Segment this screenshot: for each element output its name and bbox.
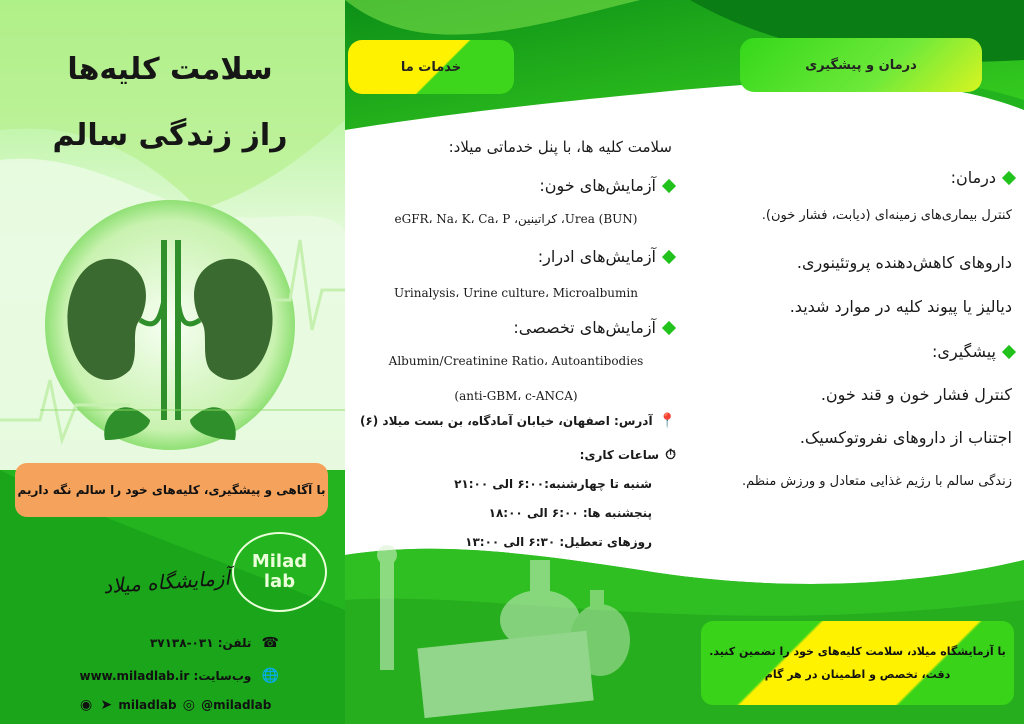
hours-title: ساعات کاری:	[579, 448, 660, 462]
diamond-bullet-icon	[662, 250, 676, 264]
prevention-item-1: کنترل فشار خون و قند خون.	[820, 385, 1012, 404]
urine-tests-title: آزمایش‌های ادرار:	[538, 247, 674, 266]
services-intro: سلامت کلیه ها، با پنل خدماتی میلاد:	[448, 138, 672, 156]
special-tests-items-2: (anti-GBM، c-ANCA)	[454, 389, 578, 403]
guarantee-banner	[701, 621, 1014, 705]
main-title-line2: راز زندگی سالم	[52, 118, 288, 153]
treatment-title: درمان:	[951, 168, 1014, 187]
treatment-item-1: کنترل بیماری‌های زمینه‌ای (دیابت، فشار خون).	[761, 208, 1012, 223]
social-row	[78, 697, 271, 713]
globe-icon: 🌐	[261, 668, 279, 684]
services-header: خدمات ما	[348, 40, 514, 94]
instagram-icon: ◎	[182, 697, 195, 713]
special-tests-items-1: Albumin/Creatinine Ratio، Autoantibodies	[388, 354, 644, 368]
hours-weekdays: شنبه تا چهارشنبه:۶:۰۰ الی ۲۱:۰۰	[454, 477, 652, 491]
hours-thursday: پنجشنبه ها: ۶:۰۰ الی ۱۸:۰۰	[488, 506, 652, 520]
location-pin-icon: 📍	[658, 413, 676, 429]
phone-label: تلفن:	[217, 636, 252, 650]
special-tests-title: آزمایش‌های تخصصی:	[513, 318, 674, 337]
hours-holidays: روزهای تعطیل: ۶:۳۰ الی ۱۳:۰۰	[465, 535, 652, 549]
milad-lab-logo	[232, 532, 327, 612]
treatment-item-3: دیالیز یا پیوند کلیه در موارد شدید.	[789, 297, 1012, 316]
urine-tests-items: Urinalysis، Urine culture، Microalbumin	[394, 286, 638, 300]
telegram-icon: ➤	[100, 697, 113, 713]
whatsapp-icon: ◉	[80, 697, 93, 713]
treatment-header: درمان و پیشگیری	[740, 38, 982, 92]
hours-title-row	[580, 447, 676, 463]
blood-tests-title: آزمایش‌های خون:	[539, 176, 674, 195]
social-handle-1[interactable]: @miladlab	[201, 698, 272, 712]
phone-row	[150, 635, 279, 651]
website-link[interactable]: www.miladlab.ir	[79, 669, 190, 683]
prevention-item-2: اجتناب از داروهای نفروتوکسیک.	[799, 428, 1012, 447]
phone-icon: ☎	[261, 635, 279, 651]
website-label: وب‌سایت:	[193, 669, 252, 683]
social-handle-2[interactable]: miladlab	[118, 698, 177, 712]
diamond-bullet-icon	[662, 179, 676, 193]
prevention-title: پیشگیری:	[932, 342, 1014, 361]
blood-tests-items: eGFR، Na، K، Ca، P ،کراتینین ،Urea (BUN)	[394, 212, 638, 226]
diamond-bullet-icon	[662, 321, 676, 335]
phone-number: ۰۳۱-۳۷۱۳۸	[149, 636, 214, 650]
logo-text: Milad lab	[251, 551, 308, 592]
diamond-bullet-icon	[1002, 345, 1016, 359]
address-row	[360, 413, 676, 429]
address-text: آدرس: اصفهان، خیابان آمادگاه، بن بست میلاد (۶)	[359, 414, 653, 428]
main-title-line1: سلامت کلیه‌ها	[67, 52, 273, 87]
website-row	[79, 668, 279, 684]
treatment-item-2: داروهای کاهش‌دهنده پروتئینوری.	[796, 253, 1012, 272]
guarantee-line-2: دقت، تخصص و اطمینان در هر گام	[764, 668, 951, 681]
awareness-banner: با آگاهی و پیشگیری، کلیه‌های خود را سالم نگه داریم	[15, 463, 328, 517]
prevention-item-3: زندگی سالم با رژیم غذایی متعادل و ورزش منظم.	[741, 474, 1012, 489]
diamond-bullet-icon	[1002, 171, 1016, 185]
clock-icon: ⏱	[665, 447, 676, 463]
lab-name-script: آزمایشگاه میلاد	[102, 565, 231, 599]
guarantee-line-1: با آزمایشگاه میلاد، سلامت کلیه‌های خود را تضمین کنید.	[709, 645, 1006, 658]
